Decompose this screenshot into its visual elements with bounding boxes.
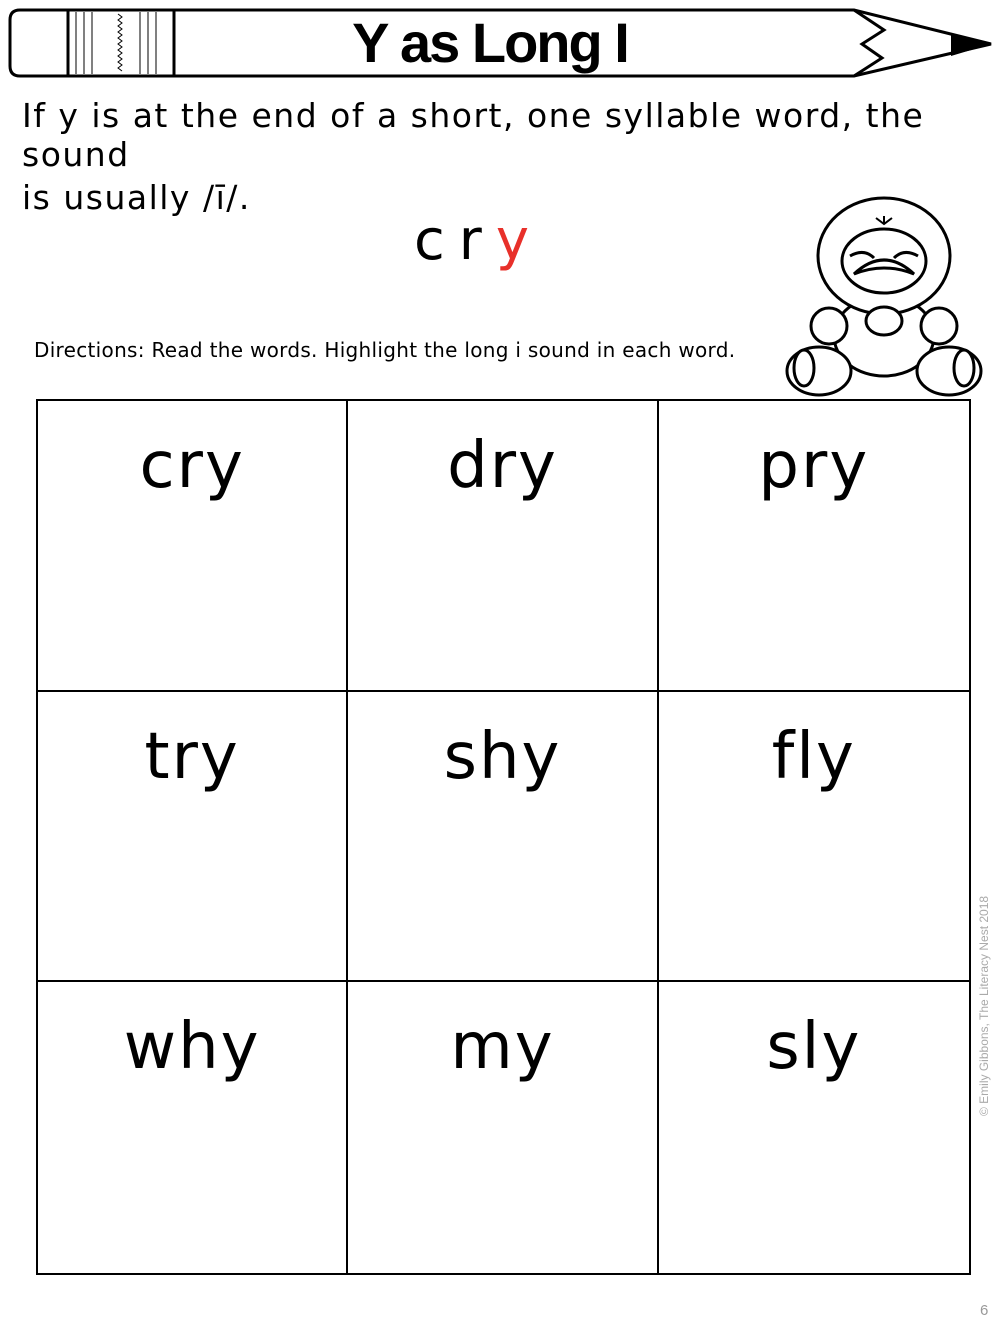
page-title: Y as Long I	[352, 11, 628, 74]
copyright-notice: © Emily Gibbons, The Literacy Nest 2018	[977, 895, 991, 1116]
example-highlight-letter: y	[495, 208, 543, 273]
example-word	[414, 208, 543, 273]
word-cell[interactable]: pry	[659, 401, 969, 692]
directions-text: Directions: Read the words. Highlight the long i sound in each word.	[34, 338, 736, 362]
word-cell[interactable]: sly	[766, 1010, 862, 1085]
word-cell[interactable]: my	[348, 982, 658, 1273]
word-cell[interactable]: cry	[38, 401, 348, 692]
word-cell[interactable]: fly	[659, 692, 969, 983]
crying-child-illustration	[784, 196, 986, 400]
word-cell[interactable]: why	[38, 982, 348, 1273]
rule-text-line-2: is usually /ī/.	[22, 178, 251, 217]
rule-text-line-1: If y is at the end of a short, one syllable word, the sound	[22, 96, 925, 174]
word-cell[interactable]: try	[38, 692, 348, 983]
page-number: 6	[980, 1302, 989, 1319]
word-cell[interactable]: shy	[348, 692, 658, 983]
word-cell[interactable]: dry	[348, 401, 658, 692]
word-grid	[36, 399, 971, 1275]
example-prefix: cr	[414, 208, 496, 273]
